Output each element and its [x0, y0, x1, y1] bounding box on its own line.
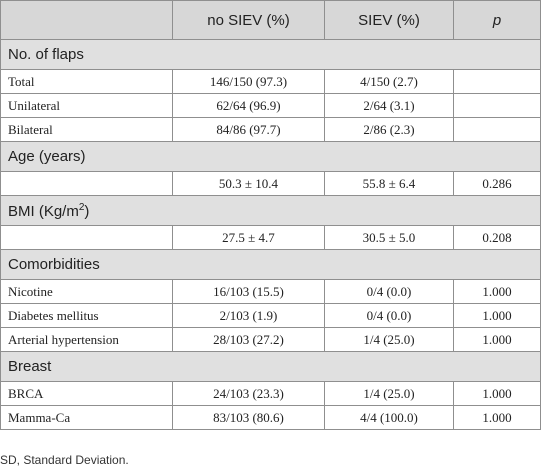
cell-no-siev: 84/86 (97.7) — [173, 118, 325, 142]
cell-p: 1.000 — [454, 304, 541, 328]
header-siev: SIEV (%) — [325, 1, 454, 40]
cell-siev: 0/4 (0.0) — [325, 280, 454, 304]
table-row — [1, 304, 541, 328]
cell-p: 1.000 — [454, 382, 541, 406]
section-title: Comorbidities — [1, 250, 541, 280]
row-label: Mamma-Ca — [1, 406, 173, 430]
header-p-value: p — [454, 1, 541, 40]
table-row — [1, 406, 541, 430]
cell-p: 0.208 — [454, 226, 541, 250]
row-label: Arterial hypertension — [1, 328, 173, 352]
table-row — [1, 328, 541, 352]
cell-no-siev: 2/103 (1.9) — [173, 304, 325, 328]
cell-p: 0.286 — [454, 172, 541, 196]
section-title — [1, 196, 541, 226]
cell-no-siev: 16/103 (15.5) — [173, 280, 325, 304]
cell-siev: 2/64 (3.1) — [325, 94, 454, 118]
row-label — [1, 172, 173, 196]
cell-p: 1.000 — [454, 280, 541, 304]
cell-siev: 1/4 (25.0) — [325, 382, 454, 406]
table-row — [1, 94, 541, 118]
header-no-siev: no SIEV (%) — [173, 1, 325, 40]
section-comorbidities — [1, 250, 541, 280]
cell-siev: 4/4 (100.0) — [325, 406, 454, 430]
header-empty — [1, 1, 173, 40]
table-row — [1, 118, 541, 142]
row-label: Total — [1, 70, 173, 94]
row-label: Nicotine — [1, 280, 173, 304]
cell-no-siev: 28/103 (27.2) — [173, 328, 325, 352]
row-label: BRCA — [1, 382, 173, 406]
section-flaps — [1, 40, 541, 70]
cell-no-siev: 62/64 (96.9) — [173, 94, 325, 118]
row-label: Bilateral — [1, 118, 173, 142]
cell-siev: 55.8 ± 6.4 — [325, 172, 454, 196]
cell-siev: 0/4 (0.0) — [325, 304, 454, 328]
table-row — [1, 172, 541, 196]
cell-siev: 4/150 (2.7) — [325, 70, 454, 94]
cell-p — [454, 70, 541, 94]
header-row — [1, 1, 541, 40]
table-row — [1, 70, 541, 94]
cell-siev: 30.5 ± 5.0 — [325, 226, 454, 250]
cell-no-siev: 146/150 (97.3) — [173, 70, 325, 94]
cell-no-siev: 27.5 ± 4.7 — [173, 226, 325, 250]
cell-siev: 2/86 (2.3) — [325, 118, 454, 142]
table-row — [1, 280, 541, 304]
cell-p — [454, 94, 541, 118]
table-row — [1, 382, 541, 406]
table-footnote: SD, Standard Deviation. — [0, 453, 129, 467]
section-title: No. of flaps — [1, 40, 541, 70]
section-age — [1, 142, 541, 172]
cell-p: 1.000 — [454, 328, 541, 352]
table-row — [1, 226, 541, 250]
cell-p — [454, 118, 541, 142]
row-label: Unilateral — [1, 94, 173, 118]
section-title: Breast — [1, 352, 541, 382]
cell-no-siev: 24/103 (23.3) — [173, 382, 325, 406]
cell-no-siev: 83/103 (80.6) — [173, 406, 325, 430]
bmi-title-main: BMI (Kg/m — [8, 202, 79, 220]
section-breast — [1, 352, 541, 382]
section-title: Age (years) — [1, 142, 541, 172]
cell-p: 1.000 — [454, 406, 541, 430]
bmi-title-sup: 2 — [78, 201, 85, 213]
row-label: Diabetes mellitus — [1, 304, 173, 328]
row-label — [1, 226, 173, 250]
cell-siev: 1/4 (25.0) — [325, 328, 454, 352]
cell-no-siev: 50.3 ± 10.4 — [173, 172, 325, 196]
section-bmi — [1, 196, 541, 226]
bmi-title-end: ) — [84, 202, 90, 220]
